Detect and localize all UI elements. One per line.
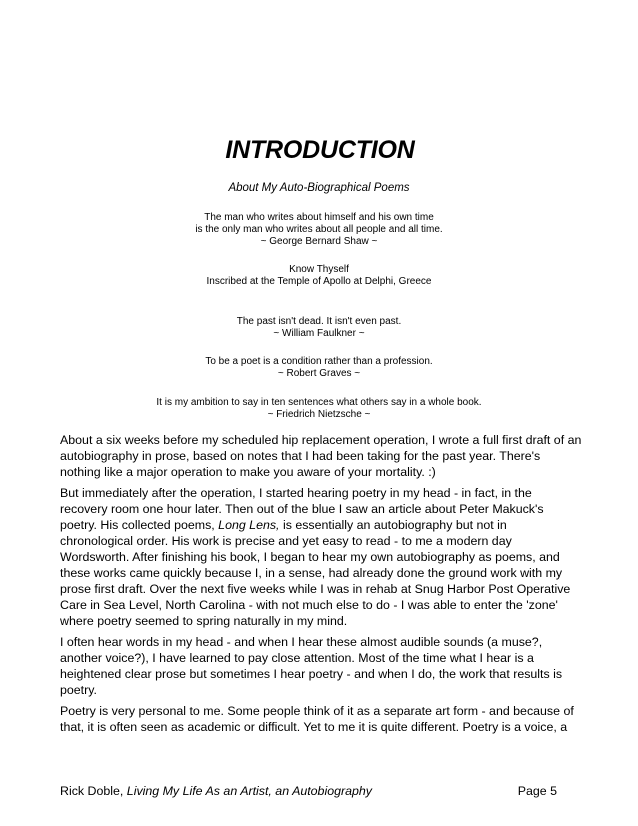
epigraph-line: is the only man who writes about all people and all time. xyxy=(195,224,443,235)
epigraph-line: The man who writes about himself and his own time xyxy=(204,212,434,223)
paragraph: Poetry is very personal to me. Some people think of it as a separate art form - and because of that, it is often seen as academic or difficult. Yet to me it is quite different. Poetry is a voice, a xyxy=(60,704,574,734)
footer-book-credit xyxy=(60,783,372,799)
epigraph-line: The past isn't dead. It isn't even past. xyxy=(236,316,402,327)
book-title: Long Lens, xyxy=(218,518,280,532)
epigraph-line: Know Thyself xyxy=(289,264,349,275)
paragraph-text: But immediately after the operation, I started hearing poetry in my head - in fact, in the recovery room one hour later. Then out of the blue I saw an article about Peter Makuck's poetry. His collected poems, xyxy=(60,486,544,532)
page-number: Page 5 xyxy=(517,784,557,798)
epigraph-line: To be a poet is a condition rather than a profession. xyxy=(205,356,433,367)
epigraph-attribution: ~ George Bernard Shaw ~ xyxy=(260,236,378,247)
page-subtitle: About My Auto-Biographical Poems xyxy=(228,182,410,194)
paragraph: I often hear words in my head - and when I hear these almost audible sounds (a muse?, another voice?), I have learned to pay close attention. Most of the time what I hear is a heightened clear prose but sometimes I hear poetry - and when I do, the work that results is poetry. xyxy=(60,635,563,697)
epigraph-line: It is my ambition to say in ten sentences what others say in a whole book. xyxy=(156,397,482,408)
epigraph-attribution: Inscribed at the Temple of Apollo at Delphi, Greece xyxy=(206,276,432,287)
paragraph: About a six weeks before my scheduled hip replacement operation, I wrote a full first draft of an autobiography in prose, based on notes that I had been taking for the past year. There's nothing like a major operation to make you aware of your mortality. :) xyxy=(60,433,582,479)
epigraph-attribution: ~ William Faulkner ~ xyxy=(273,328,365,339)
body-text xyxy=(60,432,582,740)
footer-book-title: Living My Life As an Artist, an Autobiography xyxy=(126,784,372,798)
epigraph-nietzsche xyxy=(0,397,638,421)
page-title: INTRODUCTION xyxy=(225,136,415,164)
paragraph xyxy=(60,485,582,629)
footer-author: Rick Doble, xyxy=(60,784,127,798)
epigraph-delphi xyxy=(0,264,638,288)
epigraph-attribution: ~ Robert Graves ~ xyxy=(277,368,361,379)
epigraph-graves xyxy=(0,356,638,380)
epigraph-attribution: ~ Friedrich Nietzsche ~ xyxy=(267,409,371,420)
paragraph-text: is essentially an autobiography but not in chronological order. His work is precise and yet easy to read - to me a modern day Wordsworth. After finishing his book, I began to hear my own autobiography as poems, and these works came quickly because I, in a sense, had already done the ground work with my prose first draft. Over the next five weeks while I was in rehab at Snug Harbor Post Operative Care in Sea Level, North Carolina - with not much else to do - I was able to enter the 'zone' where poetry seemed to spring naturally in my mind. xyxy=(60,518,571,628)
epigraph-shaw xyxy=(0,212,638,248)
epigraph-faulkner xyxy=(0,316,638,340)
